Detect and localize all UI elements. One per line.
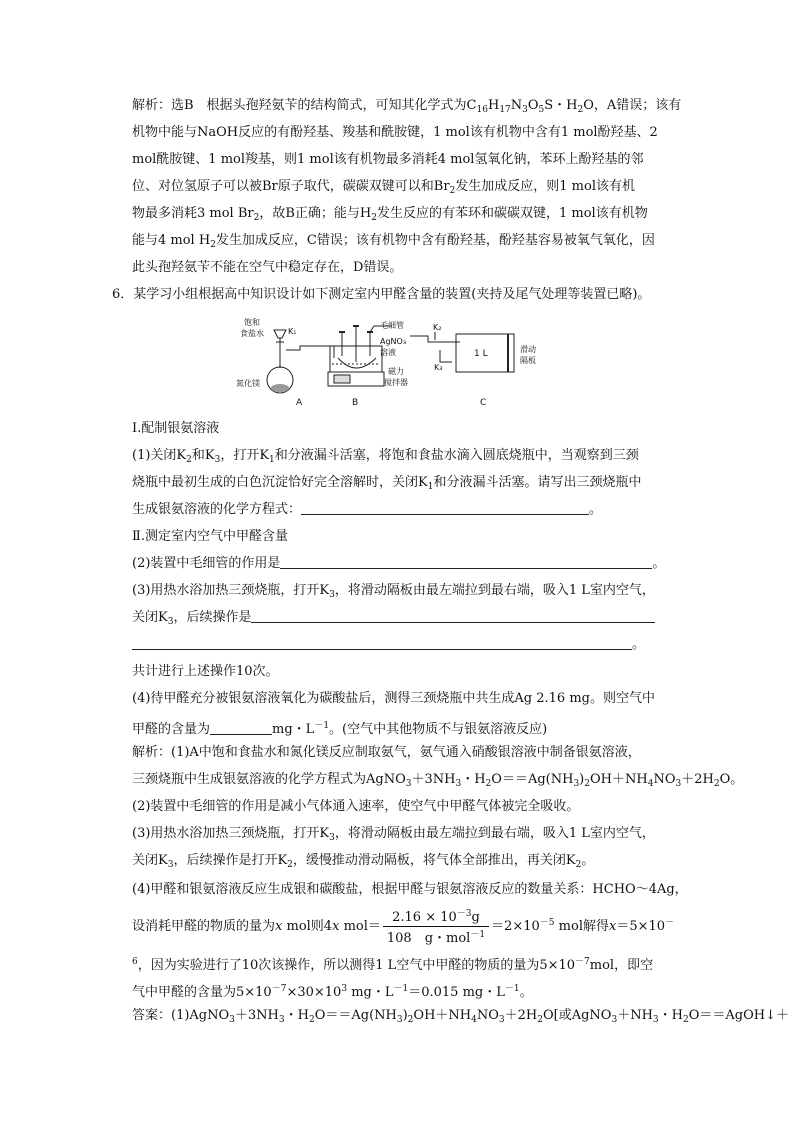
analysis6-line1: 解析：(1)A中饱和食盐水和氮化镁反应制取氨气，氨气通入硝酸银溶液中制备银氨溶液，	[132, 745, 641, 760]
answer-line: 答案：$(1)AgNO_3+3NH_3$・$H_2O==Ag(NH_3)_2OH+NH_4NO_3+2H_2O$[或$AgNO_3+NH_3$・$H_2O==AgOH↓+$	[132, 1008, 789, 1025]
q1-line3: 生成银氨溶液的化学方程式： 。	[132, 502, 603, 517]
part2-title: Ⅱ.测定室内空气中甲醛含量	[132, 529, 288, 544]
q1-line1: (1)关闭$K_2$和$K_3$，打开$K_1$和分液漏斗活塞，将饱和食盐水滴入圆底烧瓶中，当观察到三颈	[132, 448, 639, 465]
label-k2: K₂	[433, 323, 442, 332]
mole-fraction: $\frac{2.16 \times 10^{-3}g}{108 g・mol^{-1}}$	[383, 906, 489, 947]
q4-line1: (4)待甲醛充分被银氨溶液氧化为碳酸盐后，测得三颈烧瓶中共生成Ag 2.16 mg。则空气中	[132, 691, 655, 706]
q3-line1: (3)用热水浴加热三颈烧瓶，打开$K_3$，将滑动隔板由最左端拉到最右端，吸入1 L室内空气，	[132, 583, 655, 600]
label-magnetic-1: 磁力	[388, 367, 404, 376]
q3-line4: 共计进行上述操作10次。	[132, 664, 279, 679]
q2-line: (2)装置中毛细管的作用是 。	[132, 556, 666, 571]
analysis5-line5: 物最多消耗3 mol $Br_2$，故B正确；能与$H_2$发生反应的有苯环和碳碳双键，1 mol该有机物	[132, 206, 648, 223]
analysis5-line4: 位、对位氢原子可以被Br原子取代，碳碳双键可以和$Br_2$发生加成反应，则1 mol该有机	[132, 179, 635, 196]
part1-title: Ⅰ.配制银氨溶液	[132, 421, 220, 436]
answer-blank-4[interactable]	[210, 720, 272, 735]
label-solution: 溶液	[380, 348, 396, 357]
label-magnesium-nitride: 氮化镁	[236, 379, 260, 388]
analysis5-line6: 能与4 mol $H_2$发生加成反应，C错误；该有机物中含有酚羟基，酚羟基容易被氧气氧化，因	[132, 233, 655, 250]
apparatus-a	[267, 330, 330, 393]
analysis6-line4: (3)用热水浴加热三颈烧瓶，打开$K_3$，将滑动隔板由最左端拉到最右端，吸入1 L室内空气，	[132, 826, 655, 843]
label-volume: 1 L	[474, 349, 488, 359]
label-sliding-1: 滑动	[520, 345, 536, 354]
answer-blank-1[interactable]	[301, 500, 589, 515]
label-b: B	[352, 398, 359, 408]
apparatus-figure	[230, 312, 570, 412]
label-capillary: 毛细管	[380, 321, 404, 330]
analysis6-line2: 三颈烧瓶中生成银氨溶液的化学方程式为$AgNO_3+3NH_3$・$H_2O==Ag(NH_3)_2OH+NH_4NO_3+2H_2O$。	[132, 772, 744, 789]
analysis6-line3: (2)装置中毛细管的作用是减小气体通入速率，使空气中甲醛气体被完全吸收。	[132, 799, 580, 814]
analysis6-line8: $^6$，因为实验进行了10次该操作，所以测得1 L空气中甲醛的物质的量为$5\times 10^{-7}mol$，即空	[132, 957, 654, 973]
label-sliding-2: 隔板	[520, 356, 536, 365]
connecting-tube	[410, 332, 460, 362]
analysis6-line5: 关闭$K_3$，后续操作是打开$K_2$，缓慢推动滑动隔板，将气体全部推出，再关闭$K_2$。	[132, 853, 595, 870]
analysis5-line7: 此头孢羟氨苄不能在空气中稳定存在，D错误。	[132, 260, 403, 275]
label-agno3: AgNO₃	[380, 337, 407, 346]
q3-line2: 关闭$K_3$，后续操作是	[132, 608, 655, 632]
analysis5-line3: mol酰胺键、1 mol羧基，则1 mol该有机物最多消耗4 mol氢氧化钠，苯环上酚羟基的邻	[132, 152, 644, 167]
analysis5-line2: 机物中能与NaOH反应的有酚羟基、羧基和酰胺键，1 mol该有机物中含有1 mol酚羟基、2	[132, 125, 658, 140]
analysis6-line9: 气中甲醛的含量为$5\times 10^{-7}\times 30\times 10^3$ mg・$L^{-1}=0.015$ mg・$L^{-1}$。	[132, 984, 533, 1000]
label-magnetic-2: 搅拌器	[384, 378, 408, 387]
analysis6-line6: (4)甲醛和银氨溶液反应生成银和碳酸盐，根据甲醛与银氨溶液反应的数量关系：HCHO～4Ag，	[132, 882, 688, 897]
answer-blank-3b[interactable]	[132, 635, 632, 650]
q1-line2: 烧瓶中最初生成的白色沉淀恰好完全溶解时，关闭$K_1$和分液漏斗活塞。请写出三颈烧瓶中	[132, 475, 642, 492]
q4-line2: 甲醛的含量为 mg・$L^{-1}$。(空气中其他物质不与银氨溶液反应)	[132, 721, 548, 737]
answer-blank-2[interactable]	[280, 554, 652, 569]
answer-blank-3a[interactable]	[251, 608, 655, 623]
analysis5-line1: 解析：选B 根据头孢羟氨苄的结构简式，可知其化学式为$C_{16}H_{17}N_3O_5S$・$H_2O$，A错误；该有	[132, 98, 682, 115]
label-salt-water-1: 饱和	[244, 318, 260, 327]
label-k3: K₃	[434, 363, 443, 372]
analysis6-line7: 设消耗甲醛的物质的量为x mol则4x mol＝ $\frac{2.16 \times 10^{-3}g}{108 g・mol^{-1}}$ $=2\times 10^{-5}$ mol解得x＝5×10－	[132, 905, 674, 947]
label-k1: K₁	[288, 327, 297, 336]
label-c: C	[480, 398, 487, 408]
label-salt-water-2: 食盐水	[240, 329, 264, 338]
label-a: A	[296, 398, 303, 408]
question6-stem: 6．某学习小组根据高中知识设计如下测定室内甲醛含量的装置(夹持及尾气处理等装置已略)。	[112, 287, 651, 302]
q3-line3: 。	[132, 635, 645, 655]
